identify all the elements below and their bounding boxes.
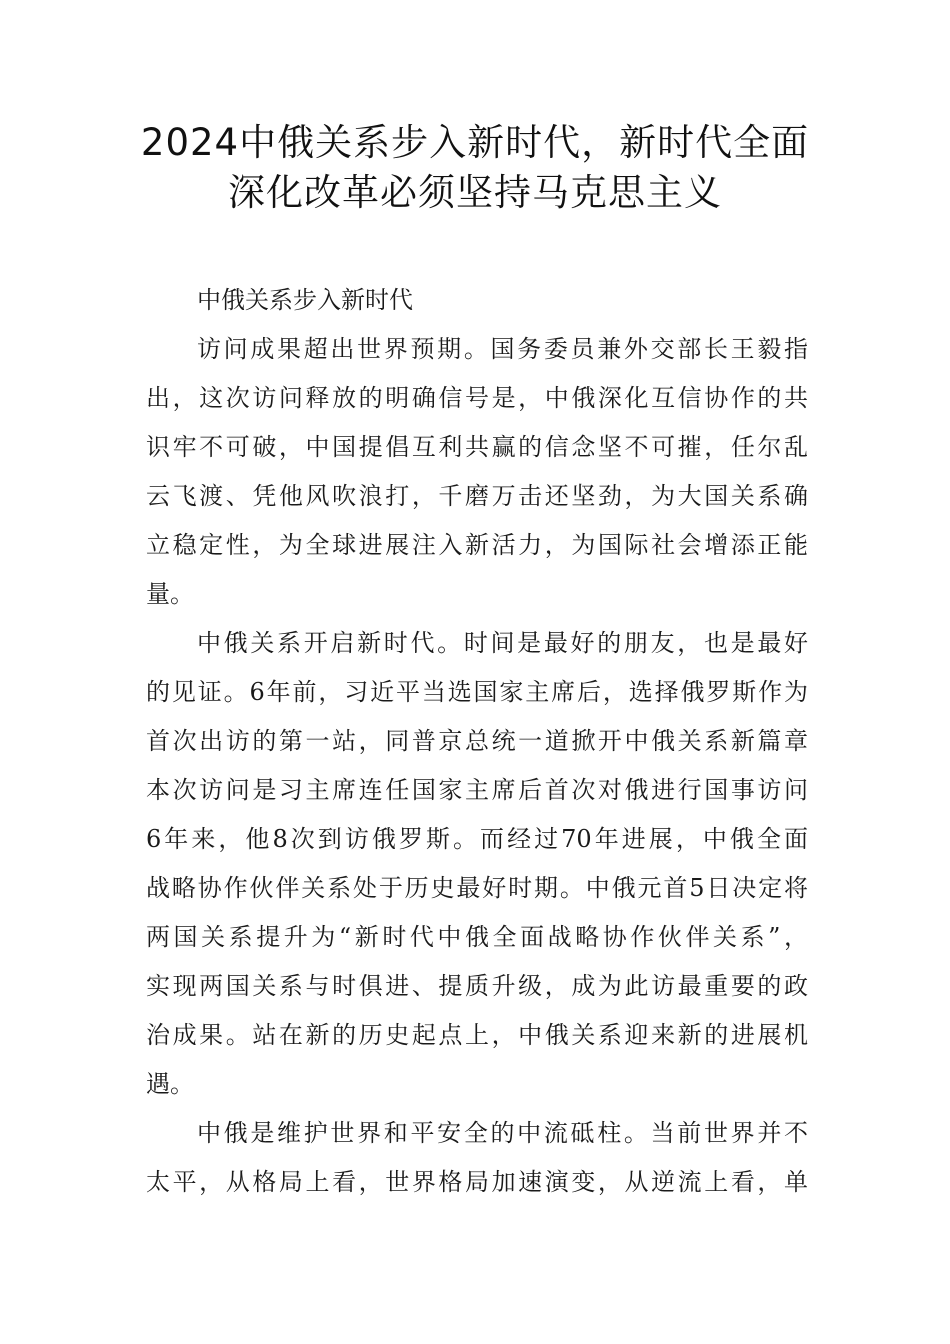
- document-title: [100, 118, 850, 218]
- paragraph-line: 本次访问是习主席连任国家主席后首次对俄进行国事访问: [146, 776, 808, 804]
- paragraph-line: 6年来，他8次到访俄罗斯。而经过70年进展，中俄全面: [146, 825, 808, 853]
- title-line-1: 2024中俄关系步入新时代，新时代全面: [140, 121, 810, 164]
- paragraph-line: 的见证。6年前，习近平当选国家主席后，选择俄罗斯作为: [146, 678, 808, 706]
- paragraph-line: 出，这次访问释放的明确信号是，中俄深化互信协作的共: [146, 384, 808, 412]
- paragraph-line: 识牢不可破，中国提倡互利共赢的信念坚不可摧，任尔乱: [146, 433, 808, 461]
- paragraph-line: 两国关系提升为“新时代中俄全面战略协作伙伴关系”，: [146, 923, 808, 951]
- paragraph-line: 首次出访的第一站，同普京总统一道掀开中俄关系新篇章: [146, 727, 808, 755]
- section-heading: 中俄关系步入新时代: [197, 286, 413, 314]
- paragraph-line: 量。: [146, 580, 194, 608]
- paragraph-line: 中俄是维护世界和平安全的中流砥柱。当前世界并不: [197, 1119, 808, 1147]
- paragraph-line: 云飞渡、凭他风吹浪打，千磨万击还坚劲，为大国关系确: [146, 482, 808, 510]
- paragraph-line: 太平，从格局上看，世界格局加速演变，从逆流上看，单: [146, 1168, 808, 1196]
- paragraph-line: 立稳定性，为全球进展注入新活力，为国际社会增添正能: [146, 531, 808, 559]
- paragraph-line: 遇。: [146, 1070, 194, 1098]
- paragraph-line: 战略协作伙伴关系处于历史最好时期。中俄元首5日决定将: [146, 874, 808, 902]
- title-line-2: 深化改革必须坚持马克思主义: [228, 171, 722, 214]
- paragraph-line: 治成果。站在新的历史起点上，中俄关系迎来新的进展机: [146, 1021, 808, 1049]
- paragraph-line: 实现两国关系与时俱进、提质升级，成为此访最重要的政: [146, 972, 808, 1000]
- paragraph-line: 访问成果超出世界预期。国务委员兼外交部长王毅指: [197, 335, 808, 363]
- paragraph-line: 中俄关系开启新时代。时间是最好的朋友，也是最好: [197, 629, 808, 657]
